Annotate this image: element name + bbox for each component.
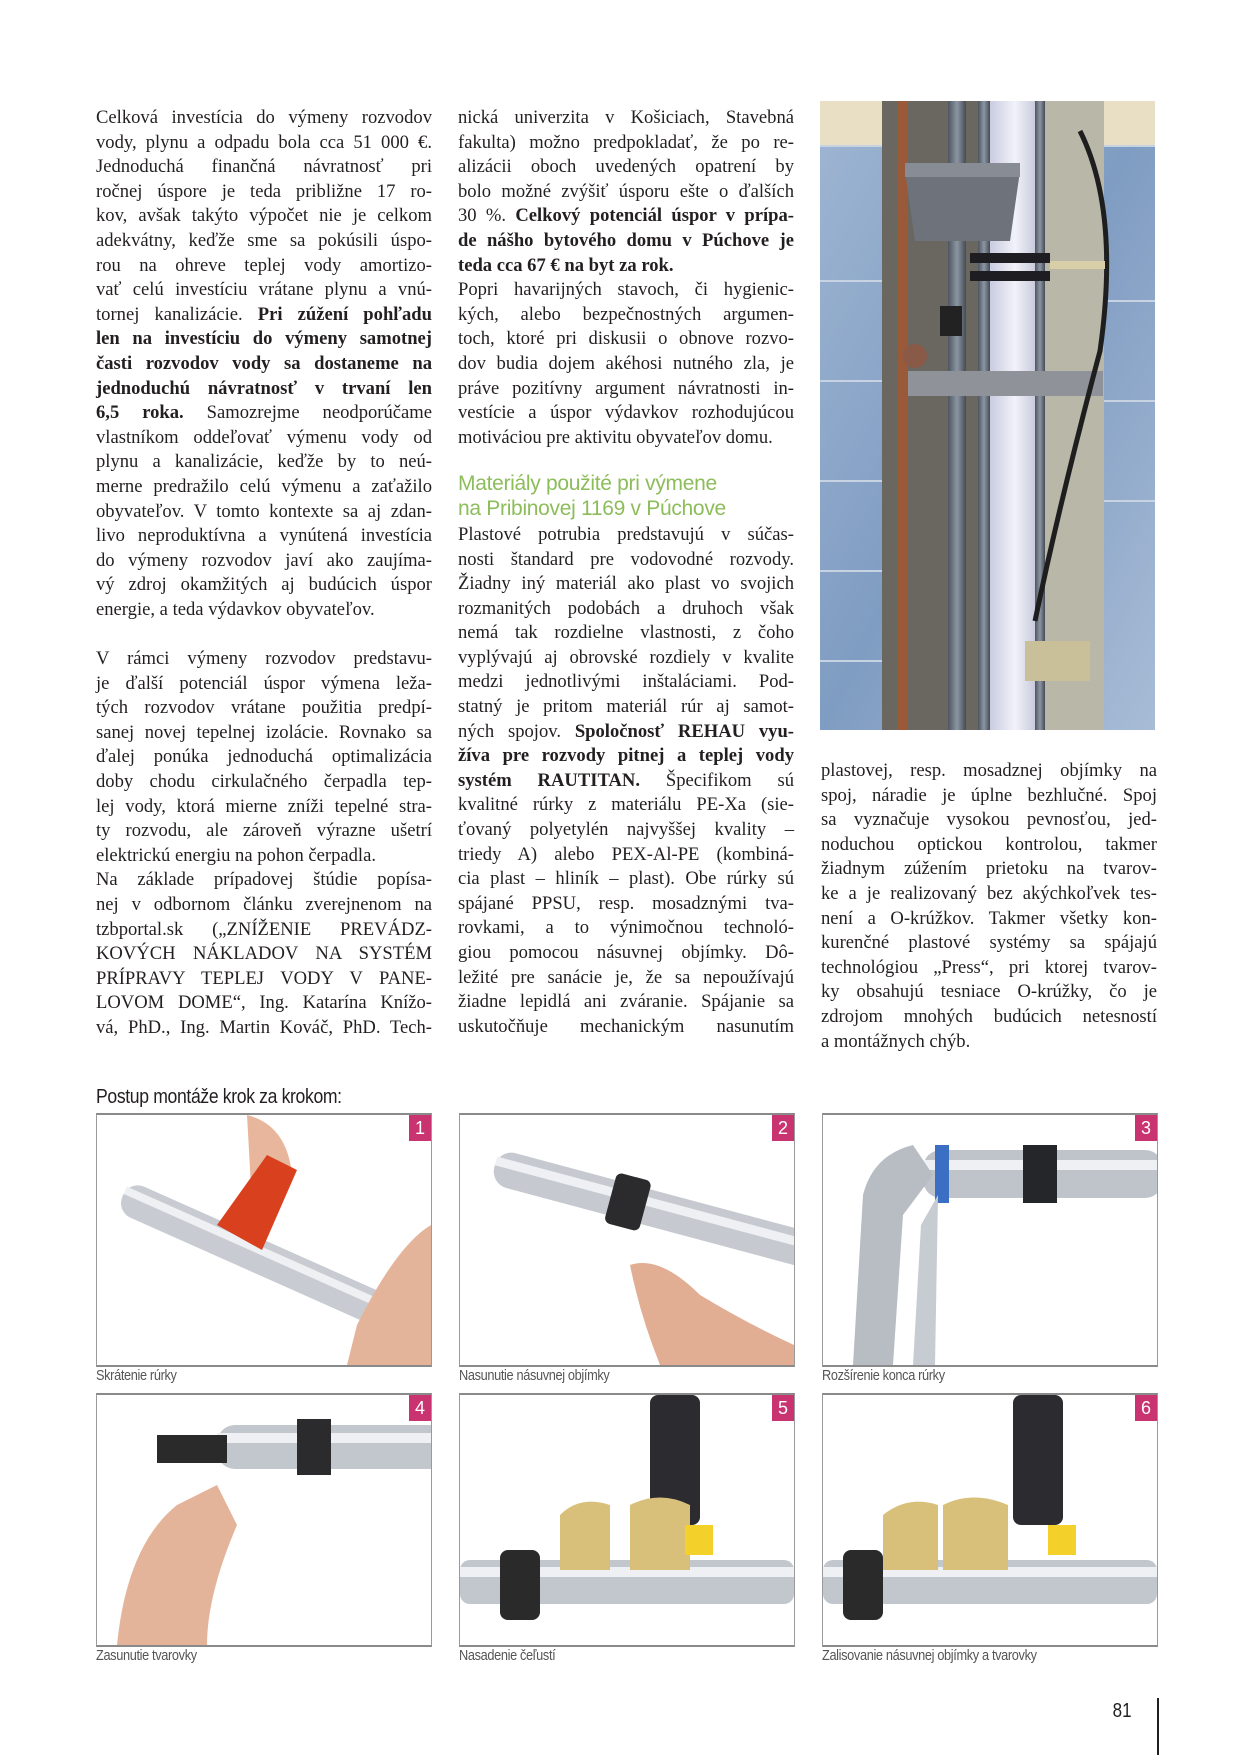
text-run: kurenčné plastové systémy sa spájajú (821, 932, 1157, 954)
text-run: vať celú investíciu vrátane plynu a vnú- (96, 279, 432, 301)
bold-text: žíva pre rozvody pitnej a teplej vody (458, 745, 794, 767)
text-run: a montážnych chýb. (821, 1030, 971, 1052)
text-line (458, 303, 794, 328)
text-run: ty rozvodu, ale zároveň výrazne ušetrí (96, 820, 432, 842)
text-run: Špecifikom sú (640, 769, 794, 791)
text-line (96, 844, 432, 869)
text-run: triedy A) alebo PEX-Al-PE (kombiná- (458, 843, 794, 865)
riser-photo-illustration (820, 101, 1155, 730)
text-line (458, 941, 794, 966)
text-run: fakulta) možno predpokladať, že po re- (458, 131, 794, 153)
text-line (821, 759, 1157, 784)
bold-text: časti rozvodov vody sa dostaneme na (96, 352, 432, 374)
bold-text: de nášho bytového domu v Púchove je (458, 229, 794, 251)
text-line (96, 868, 432, 893)
text-line (458, 523, 794, 548)
text-run: ročnej úspore je teda približne 17 ro- (96, 180, 432, 202)
text-line (458, 229, 794, 254)
paragraph-gap (96, 622, 432, 647)
text-line (96, 155, 432, 180)
text-run: PRÍPRAVY TEPLEJ VODY V PANE- (96, 967, 432, 989)
text-run: nemá tak rozdielne vlastnosti, z čoho (458, 622, 794, 644)
text-run: Na základe prípadovej štúdie popísa- (96, 869, 432, 891)
bold-text: Pri zúžení pohľadu (257, 303, 432, 325)
text-run: giou pomocou násuvnej objímky. Dô- (458, 942, 794, 963)
column-2-text-bottom (458, 523, 794, 1039)
expander-tool-illustration (823, 1115, 1157, 1365)
text-run: vody, plynu a odpadu bola cca 51 000 €. (96, 131, 432, 153)
column-2-text-top (458, 106, 794, 450)
text-run: nická univerzita v Košiciach, Stavebná (458, 107, 794, 128)
step-2-image (459, 1113, 795, 1367)
text-line (96, 770, 432, 795)
text-line (458, 793, 794, 818)
bold-text: teda cca 67 € na byt za rok. (458, 254, 674, 276)
text-line (458, 131, 794, 156)
bold-text: Celkový potenciál úspor v prípa- (515, 205, 794, 227)
article-column-1 (96, 106, 432, 1041)
text-run: V rámci výmeny rozvodov predstavu- (96, 648, 432, 670)
installation-photo (820, 101, 1155, 730)
section-heading-line-1: Materiály použité pri výmene (458, 471, 717, 495)
text-line (96, 450, 432, 475)
text-line (96, 745, 432, 770)
steps-section-title: Postup montáže krok za krokom: (96, 1086, 342, 1108)
text-run: Popri havarijných stavoch, či hygienic- (458, 279, 794, 301)
text-run: dov budia dojem akéhosi nutného zla, je (458, 352, 794, 374)
step-number-badge: 2 (772, 1115, 794, 1141)
text-line (96, 229, 432, 254)
text-line (821, 980, 1157, 1005)
page-number: 81 (1112, 1700, 1132, 1722)
text-line (96, 991, 432, 1016)
text-run: vlastníkom oddeľovať výmenu vody od (96, 426, 432, 448)
text-line (458, 155, 794, 180)
text-run: KOVÝCH NÁKLADOV NA SYSTÉM (96, 943, 432, 965)
text-line (821, 857, 1157, 882)
text-line (96, 672, 432, 697)
step-4-image (96, 1393, 432, 1647)
text-line (821, 882, 1157, 907)
text-line (96, 524, 432, 549)
text-line (458, 720, 794, 745)
text-line (458, 744, 794, 769)
text-line (96, 401, 432, 426)
text-line (458, 426, 794, 451)
text-line (96, 303, 432, 328)
text-run: alizácii oboch uvedených opatrení by (458, 156, 794, 178)
pipe-cutter-illustration (97, 1115, 431, 1365)
text-run: do výmeny rozvodov javí ako zaujíma- (96, 549, 432, 571)
text-line (96, 475, 432, 500)
text-run: doby chodu cirkulačného čerpadla tep- (96, 771, 432, 793)
text-run: kov, avšak takýto výpočet nie je celkom (96, 205, 432, 227)
text-run: spoj, náradie je úplne bezhlučné. Spoj (821, 784, 1157, 806)
text-run: spájané PPSU, resp. mosadznými tva- (458, 892, 794, 914)
step-3-image (822, 1113, 1158, 1367)
text-run: nosti štandard pre vodovodné rozvody. (458, 548, 794, 570)
text-line (821, 1030, 1157, 1055)
text-run: kých, alebo bezpečnostných argumen- (458, 303, 794, 325)
text-line (458, 867, 794, 892)
text-line (821, 907, 1157, 932)
text-run: Jednoduchá finančná návratnosť pri (96, 156, 432, 178)
text-run: není a O-krúžkov. Takmer všetky kon- (821, 907, 1157, 929)
text-run: tzbportal.sk („ZNÍŽENIE PREVÁDZ- (96, 918, 432, 940)
text-line (96, 327, 432, 352)
text-run: motiváciou pre aktivitu obyvateľov domu. (458, 426, 773, 448)
text-run: vyplývajú aj obrovské rozdiely v kvalite (458, 646, 794, 668)
text-run: noduchou optickou kontrolou, takmer (821, 833, 1157, 855)
text-line (96, 1016, 432, 1041)
article-column-3 (821, 759, 1157, 1054)
text-run: uskutočňuje mechanickým nasunutím (458, 1015, 794, 1037)
step-5-image (459, 1393, 795, 1647)
text-line (96, 573, 432, 598)
text-run: vá, PhD., Ing. Martin Kováč, PhD. Tech- (96, 1016, 432, 1038)
bold-text: len na investíciu do výmeny samotnej (96, 328, 432, 350)
step-caption: Zalisovanie násuvnej objímky a tvarovky (822, 1648, 1037, 1664)
text-run: Samozrejme neodporúčame (183, 402, 432, 424)
text-line (96, 278, 432, 303)
step-6-image (822, 1393, 1158, 1647)
step-caption: Zasunutie tvarovky (96, 1648, 197, 1664)
text-run: Plastové potrubia predstavujú v súčas- (458, 523, 794, 545)
text-line (458, 843, 794, 868)
section-heading-line-2: na Pribinovej 1169 v Púchove (458, 496, 726, 520)
text-line (458, 180, 794, 205)
text-run: bolo možné zvýšiť úsporu ešte o ďalších (458, 180, 794, 202)
text-run: Žiadny iný materiál ako plast vo svojich (458, 573, 794, 595)
text-line (96, 426, 432, 451)
pressing-illustration (823, 1395, 1157, 1645)
text-line (458, 401, 794, 426)
text-run: rou na ohreve teplej vody amortizo- (96, 254, 432, 276)
text-run: lej vody, ktorá mierne zníži tepelné stra- (96, 795, 432, 817)
text-line (96, 967, 432, 992)
text-line (458, 597, 794, 622)
fitting-insertion-illustration (97, 1395, 431, 1645)
text-run: zdrojom mnohých budúcich netesností (821, 1005, 1157, 1027)
text-run: kvalitné rúrky z materiálu PE-Xa (sie- (458, 794, 794, 816)
text-run: ných spojov. (458, 720, 575, 742)
text-line (458, 670, 794, 695)
text-run: vestície a úspor výdavkov rozhodujúcou (458, 402, 794, 424)
text-line (96, 204, 432, 229)
text-line (96, 721, 432, 746)
text-run: Celková investícia do výmeny rozvodov (96, 107, 432, 128)
step-number-badge: 3 (1135, 1115, 1157, 1141)
step-caption: Nasadenie čeľustí (459, 1648, 556, 1664)
bold-text: jednoduchú návratnosť v trvaní len (96, 377, 432, 399)
text-line (458, 377, 794, 402)
text-line (96, 918, 432, 943)
text-run: plastovej, resp. mosadznej objímky na (821, 760, 1157, 781)
text-line (821, 931, 1157, 956)
article-column-2 (458, 106, 794, 1039)
text-line (458, 695, 794, 720)
text-run: nej v odbornom článku zverejnenom na (96, 894, 432, 915)
text-run: ďalej ponúka jednoduchá optimalizácia (96, 746, 432, 768)
text-run: rozmanitých podobách a druhoch však (458, 597, 794, 619)
step-number-badge: 5 (772, 1395, 794, 1421)
press-jaws-illustration (460, 1395, 794, 1645)
text-line (458, 327, 794, 352)
text-line (458, 352, 794, 377)
text-line (458, 892, 794, 917)
text-run: ky obsahujú tesniace O-krúžky, čo je (821, 981, 1157, 1003)
text-run: plynu a kanalizácie, keďže by to neú- (96, 451, 432, 473)
section-heading (458, 471, 794, 521)
text-run: medzi jednotlivými inštaláciami. Pod- (458, 671, 794, 693)
text-line (96, 377, 432, 402)
text-line (458, 106, 794, 131)
text-line (458, 646, 794, 671)
bold-text: 6,5 roka. (96, 402, 184, 424)
text-line (96, 352, 432, 377)
text-line (96, 647, 432, 672)
step-caption: Rozšírenie konca rúrky (822, 1368, 945, 1384)
text-run: toch, ktoré pri diskusii o obnove rozvo- (458, 328, 794, 350)
text-run: je ďalší potenciál úspor výmena leža- (96, 672, 432, 694)
text-line (458, 621, 794, 646)
bold-text: Spoločnosť REHAU vyu- (574, 720, 794, 742)
text-line (96, 819, 432, 844)
text-run: sa vyznačuje vysokou pevnosťou, jed- (821, 809, 1157, 831)
text-line (96, 893, 432, 918)
text-line (458, 818, 794, 843)
text-line (458, 966, 794, 991)
text-run: statný je pritom materiál rúr aj samot- (458, 696, 794, 718)
text-line (96, 696, 432, 721)
text-line (821, 1005, 1157, 1030)
text-line (458, 278, 794, 303)
step-1-image (96, 1113, 432, 1367)
text-run: tornej kanalizácie. (96, 303, 258, 325)
text-run: 30 %. (458, 205, 516, 227)
step-number-badge: 4 (409, 1395, 431, 1421)
text-run: ležité pre sanácie je, že sa nepoužívajú (458, 966, 794, 988)
text-run: merne predražilo celú výmenu a zaťažilo (96, 475, 432, 497)
sleeve-sliding-illustration (460, 1115, 794, 1365)
step-caption: Nasunutie násuvnej objímky (459, 1368, 610, 1384)
text-run: žiadnym zúžením prietoku na tvarov- (821, 858, 1157, 880)
text-run: sanej novej tepelnej izolácie. Rovnako sa (96, 721, 432, 743)
text-line (96, 549, 432, 574)
text-line (821, 784, 1157, 809)
text-run: technológiou „Press“, pri ktorej tvarov- (821, 956, 1157, 978)
step-number-badge: 1 (409, 1115, 431, 1141)
text-line (458, 254, 794, 279)
text-line (96, 180, 432, 205)
text-line (458, 990, 794, 1015)
step-number-badge: 6 (1135, 1395, 1157, 1421)
text-run: rovkami, a to výnimočnou technoló- (458, 917, 794, 939)
text-run: žiadne lepidlá ani zváranie. Spájanie sa (458, 991, 794, 1013)
text-line (96, 106, 432, 131)
text-run: elektrickú energiu na pohon čerpadla. (96, 844, 376, 866)
text-run: energie, a teda výdavkov obyvateľov. (96, 598, 375, 620)
step-caption: Skrátenie rúrky (96, 1368, 177, 1384)
text-run: obyvateľov. V tomto kontexte sa aj zdan- (96, 500, 432, 522)
text-line (96, 942, 432, 967)
text-run: cia plast – hliník – plast). Obe rúrky sú (458, 868, 794, 890)
text-run: tých rozvodov vrátane použitia predpí- (96, 697, 432, 719)
text-line (458, 916, 794, 941)
text-line (96, 131, 432, 156)
text-run: vý zdroj okamžitých aj budúcich úspor (96, 574, 432, 596)
bold-text: systém RAUTITAN. (458, 769, 641, 791)
text-line (96, 795, 432, 820)
text-line (96, 500, 432, 525)
text-run: livo neproduktívna a vynútená investícia (96, 525, 432, 547)
page-number-rule (1157, 1698, 1159, 1755)
text-line (96, 254, 432, 279)
text-run: ke a je realizovaný bez akýchkoľvek tes- (821, 882, 1157, 904)
text-line (458, 1015, 794, 1040)
text-line (821, 808, 1157, 833)
text-line (458, 204, 794, 229)
text-run: ťovaný polyetylén najvyššej kvality – (458, 819, 794, 841)
text-line (458, 769, 794, 794)
text-line (821, 956, 1157, 981)
text-run: LOVOM DOME“, Ing. Katarína Knížo- (96, 992, 432, 1014)
text-line (458, 548, 794, 573)
text-line (821, 833, 1157, 858)
text-run: práve pozitívny argument návratnosti in- (458, 377, 794, 399)
text-line (96, 598, 432, 623)
text-run: adekvátny, keďže sme sa pokúsili úspo- (96, 229, 432, 251)
text-line (458, 572, 794, 597)
